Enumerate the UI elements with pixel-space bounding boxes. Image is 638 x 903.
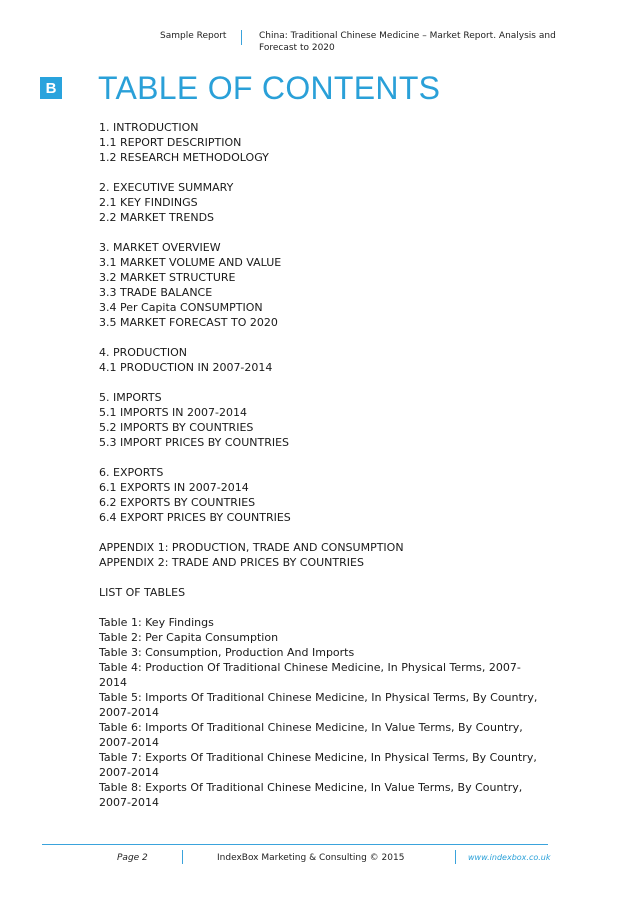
footer-separator (182, 850, 183, 864)
toc-entry: APPENDIX 1: PRODUCTION, TRADE AND CONSUMPTION (99, 541, 404, 554)
toc-entry: LIST OF TABLES (99, 586, 186, 599)
toc-spacer (99, 570, 539, 585)
header-divider (241, 30, 242, 45)
toc-entry: 6.2 EXPORTS BY COUNTRIES (99, 496, 256, 509)
toc-entry: Table 8: Exports Of Traditional Chinese Medicine, In Value Terms, By Country, 2007-2014 (99, 781, 526, 809)
toc-spacer (99, 330, 539, 345)
toc-entry: Table 1: Key Findings (99, 616, 214, 629)
footer-website-link[interactable]: www.indexbox.co.uk (468, 853, 551, 862)
toc-entry: APPENDIX 2: TRADE AND PRICES BY COUNTRIES (99, 556, 364, 569)
toc-entry: Table 2: Per Capita Consumption (99, 631, 279, 644)
toc-entry: 2.1 KEY FINDINGS (99, 196, 198, 209)
toc-entry: 4.1 PRODUCTION IN 2007-2014 (99, 361, 273, 374)
toc-entry: 3.3 TRADE BALANCE (99, 286, 213, 299)
toc-entry: 6.4 EXPORT PRICES BY COUNTRIES (99, 511, 291, 524)
toc-entry: 5.1 IMPORTS IN 2007-2014 (99, 406, 247, 419)
toc-entry: 3.1 MARKET VOLUME AND VALUE (99, 256, 282, 269)
toc-entry: 6.1 EXPORTS IN 2007-2014 (99, 481, 249, 494)
toc-entry: 3. MARKET OVERVIEW (99, 241, 221, 254)
toc-entry: 5.2 IMPORTS BY COUNTRIES (99, 421, 254, 434)
toc-entry: Table 7: Exports Of Traditional Chinese Medicine, In Physical Terms, By Country, 2007-2014 (99, 751, 541, 779)
toc-entry: 3.5 MARKET FORECAST TO 2020 (99, 316, 278, 329)
toc-entry: 2.2 MARKET TRENDS (99, 211, 215, 224)
toc-entry: 1. INTRODUCTION (99, 121, 199, 134)
toc-spacer (99, 450, 539, 465)
toc-spacer (99, 600, 539, 615)
header-report-type: Sample Report (160, 31, 227, 41)
toc-entry: Table 4: Production Of Traditional Chinese Medicine, In Physical Terms, 2007-2014 (99, 661, 521, 689)
toc-entry: 1.2 RESEARCH METHODOLOGY (99, 151, 269, 164)
toc-entry: 5. IMPORTS (99, 391, 162, 404)
header-report-title: China: Traditional Chinese Medicine – Market Report. Analysis and Forecast to 2020 (259, 31, 556, 53)
footer-separator (455, 850, 456, 864)
footer-page-number: Page 2 (117, 853, 148, 863)
toc-entry: 4. PRODUCTION (99, 346, 187, 359)
footer-divider (42, 844, 548, 845)
indexbox-logo-icon: B (40, 77, 62, 99)
toc-spacer (99, 165, 539, 180)
toc-entry: 3.2 MARKET STRUCTURE (99, 271, 236, 284)
page-title: TABLE OF CONTENTS (98, 70, 441, 106)
toc-spacer (99, 375, 539, 390)
toc-spacer (99, 525, 539, 540)
toc-entry: 3.4 Per Capita CONSUMPTION (99, 301, 263, 314)
table-of-contents (99, 120, 539, 810)
toc-entry: 1.1 REPORT DESCRIPTION (99, 136, 242, 149)
toc-entry: Table 3: Consumption, Production And Imports (99, 646, 355, 659)
toc-entry: 5.3 IMPORT PRICES BY COUNTRIES (99, 436, 290, 449)
toc-entry: Table 5: Imports Of Traditional Chinese Medicine, In Physical Terms, By Country, 2007-2014 (99, 691, 541, 719)
footer-copyright: IndexBox Marketing & Consulting © 2015 (217, 853, 405, 863)
toc-entry: 2. EXECUTIVE SUMMARY (99, 181, 234, 194)
toc-spacer (99, 225, 539, 240)
toc-entry: Table 6: Imports Of Traditional Chinese Medicine, In Value Terms, By Country, 2007-2014 (99, 721, 527, 749)
toc-entry: 6. EXPORTS (99, 466, 164, 479)
